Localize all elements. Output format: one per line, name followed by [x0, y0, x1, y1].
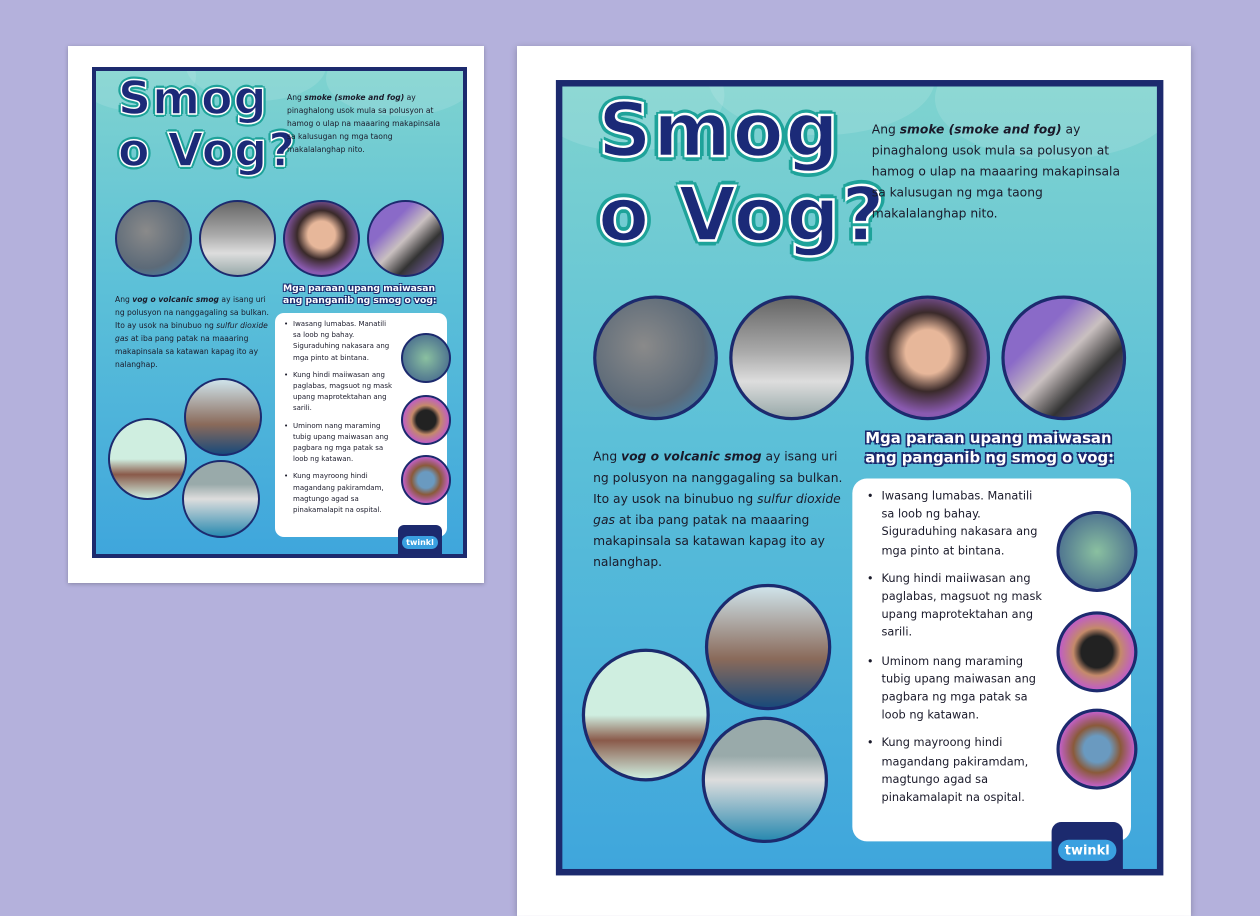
poster: [96, 71, 463, 554]
tip-item: • Iwasang lumabas. Manatili sa loob ng bahay. Siguraduhing nakasara ang mga pinto at bintana.: [284, 319, 396, 364]
volcano-eruption-image: [184, 378, 262, 456]
vog-definition: Ang vog o volcanic smog ay isang uri ng polusyon na nanggagaling sa bulkan. Ito ay usok na binubuo ng sulfur dioxide gas at iba pang patak na maaaring makapinsala sa katawan kapag ito ay nalanghap.: [593, 449, 843, 570]
tip-item: • Kung mayroong hindi magandang pakiramdam, magtungo agad sa pinakamalapit na ospital.: [284, 471, 396, 516]
poster-frame: [92, 67, 467, 558]
volcano-sea-image: [702, 717, 828, 843]
coughing-woman-image: [865, 295, 990, 420]
twinkl-logo: [1052, 822, 1123, 869]
smog-definition: Ang smoke (smoke and fog) ay pinaghalong usok mula sa polusyon at hamog o ulap na maaaring makapinsala sa kalusugan ng mga taong makalalanghap nito.: [871, 122, 1120, 221]
drinking-water-image: [401, 455, 451, 505]
title-line-1: Smog: [598, 86, 841, 174]
tips-box: [852, 479, 1131, 842]
drinking-water-image: [1056, 709, 1137, 790]
car-exhaust-image: [367, 200, 444, 277]
poster-thumbnail-small: [68, 46, 484, 583]
title-line-2: o Vog?: [118, 123, 296, 177]
vog-definition: Ang vog o volcanic smog ay isang uri ng polusyon na nanggagaling sa bulkan. Ito ay usok na binubuo ng sulfur dioxide gas at iba pang patak na maaaring makapinsala sa katawan kapag ito ay nalanghap.: [115, 295, 269, 369]
logo-text: twinkl: [1058, 840, 1116, 861]
tips-heading: Mga paraan upang maiwasan ang panganib ng smog o vog:: [865, 429, 1115, 468]
smog-city-image: [593, 295, 718, 420]
poster: [562, 87, 1157, 869]
volcano-illustration: [108, 418, 187, 500]
tip-item: • Kung hindi maiiwasan ang paglabas, magsuot ng mask upang maprotektahan ang sarili.: [284, 370, 396, 415]
mask-person-image: [401, 395, 451, 445]
title-line-1: Smog: [118, 71, 268, 125]
mask-person-image: [1056, 611, 1137, 692]
tips-box: [275, 313, 447, 537]
tip-item: • Kung mayroong hindi magandang pakiramdam, magtungo agad sa pinakamalapit na ospital.: [867, 735, 1048, 808]
poster-frame: [556, 80, 1164, 875]
smog-city-image: [115, 200, 192, 277]
tips-heading: Mga paraan upang maiwasan ang panganib ng smog o vog:: [283, 283, 437, 306]
volcano-illustration: [582, 649, 710, 782]
factory-smoke-image: [199, 200, 276, 277]
tip-item: • Uminom nang maraming tubig upang maiwasan ang pagbara ng mga patak sa loob ng katawan.: [867, 653, 1048, 726]
poster-preview-large: [517, 46, 1191, 916]
indoor-family-image: [401, 333, 451, 383]
tip-item: • Uminom nang maraming tubig upang maiwasan ang pagbara ng mga patak sa loob ng katawan.: [284, 421, 396, 466]
car-exhaust-image: [1001, 295, 1126, 420]
smog-definition: Ang smoke (smoke and fog) ay pinaghalong usok mula sa polusyon at hamog o ulap na maaaring makapinsala sa kalusugan ng mga taong makalalanghap nito.: [287, 93, 441, 154]
factory-smoke-image: [729, 295, 854, 420]
logo-text: twinkl: [402, 536, 438, 549]
volcano-sea-image: [182, 460, 260, 538]
tip-item: • Kung hindi maiiwasan ang paglabas, magsuot ng mask upang maprotektahan ang sarili.: [867, 571, 1048, 644]
tip-item: • Iwasang lumabas. Manatili sa loob ng bahay. Siguraduhing nakasara ang mga pinto at bintana.: [867, 488, 1048, 561]
title-line-2: o Vog?: [598, 170, 887, 259]
indoor-family-image: [1056, 511, 1137, 592]
volcano-eruption-image: [705, 584, 831, 710]
twinkl-logo: [398, 525, 442, 554]
coughing-woman-image: [283, 200, 360, 277]
